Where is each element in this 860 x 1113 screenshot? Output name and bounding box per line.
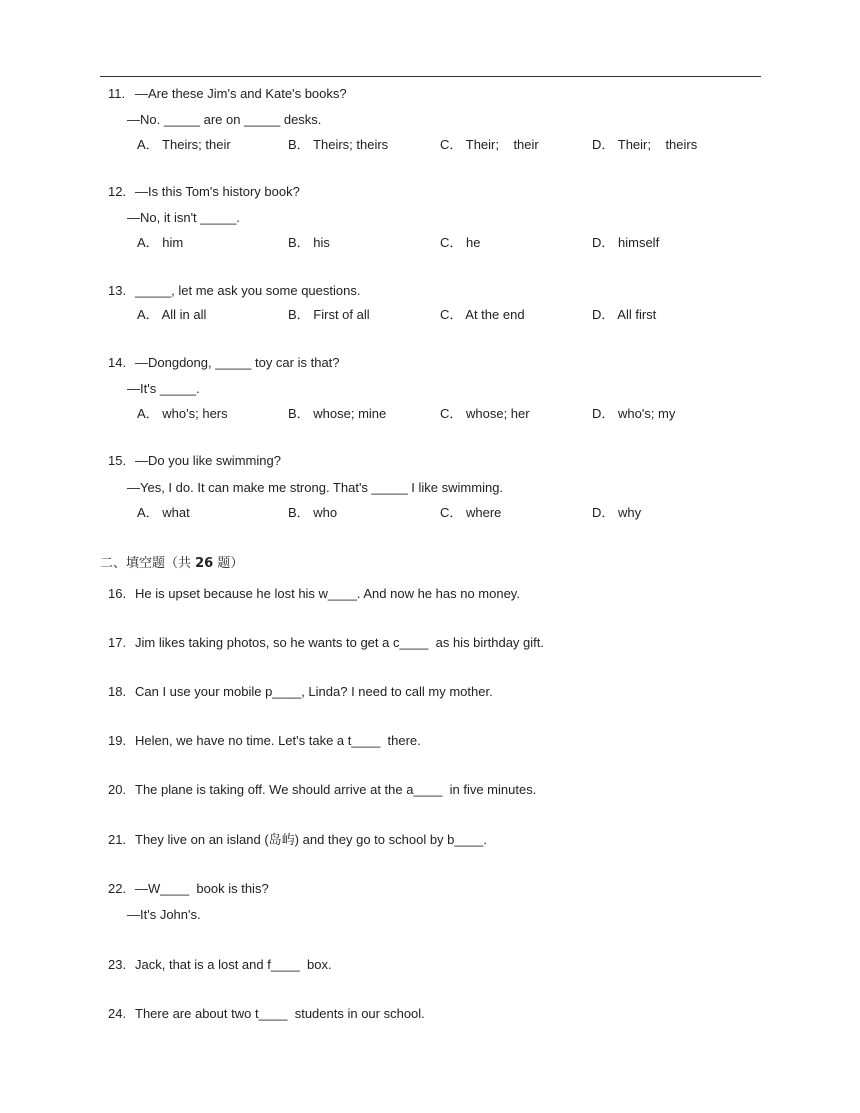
- question-text: —Dongdong, _____ toy car is that?: [135, 355, 340, 370]
- question-number: 18.: [108, 684, 127, 699]
- option-a: A． what: [137, 505, 190, 520]
- question-number: 21.: [108, 832, 127, 847]
- option-b: B． First of all: [288, 307, 370, 322]
- option-c: C． he: [440, 235, 481, 250]
- header-rule: [100, 76, 761, 77]
- question-text: There are about two t____ students in our school.: [135, 1006, 425, 1021]
- section-count: 26: [195, 556, 214, 571]
- question-text: —W____ book is this?: [135, 881, 269, 896]
- question-subline: —Yes, I do. It can make me strong. That's _____ I like swimming.: [127, 480, 504, 495]
- option-d: D． All first: [592, 307, 657, 322]
- question-text: Helen, we have no time. Let's take a t____ there.: [135, 733, 421, 748]
- question-number: 23.: [108, 957, 127, 972]
- question-text: Jim likes taking photos, so he wants to get a c____ as his birthday gift.: [135, 635, 544, 650]
- section-heading: [100, 556, 243, 572]
- question-text: He is upset because he lost his w____. And now he has no money.: [135, 586, 520, 601]
- option-c: C． At the end: [440, 307, 525, 322]
- option-d: D． Their; theirs: [592, 137, 698, 152]
- question-text: They live on an island (岛屿) and they go to school by b____.: [135, 832, 487, 847]
- option-a: A． who's; hers: [137, 406, 228, 421]
- section-prefix: 二、填空题（共: [100, 556, 196, 571]
- option-b: B． whose; mine: [288, 406, 387, 421]
- question-text: —Is this Tom's history book?: [135, 184, 300, 199]
- question-number: 11.: [108, 86, 126, 101]
- option-a: A． Theirs; their: [137, 137, 231, 152]
- option-d: D． why: [592, 505, 642, 520]
- question-text: —Do you like swimming?: [135, 453, 281, 468]
- option-a: A． him: [137, 235, 184, 250]
- question-text: Jack, that is a lost and f____ box.: [135, 957, 332, 972]
- question-number: 13.: [108, 283, 127, 298]
- question-subline: —It's John's.: [127, 907, 201, 922]
- question-number: 24.: [108, 1006, 127, 1021]
- question-text: _____, let me ask you some questions.: [135, 283, 361, 298]
- question-number: 20.: [108, 782, 127, 797]
- option-d: D． himself: [592, 235, 660, 250]
- question-subline: —It's _____.: [127, 381, 200, 396]
- question-number: 12.: [108, 184, 127, 199]
- question-text: Can I use your mobile p____, Linda? I need to call my mother.: [135, 684, 493, 699]
- question-number: 22.: [108, 881, 127, 896]
- option-d: D． who's; my: [592, 406, 676, 421]
- question-number: 14.: [108, 355, 127, 370]
- option-a: A． All in all: [137, 307, 207, 322]
- question-number: 15.: [108, 453, 127, 468]
- section-suffix: 题）: [213, 556, 244, 571]
- option-c: C． where: [440, 505, 502, 520]
- question-text: The plane is taking off. We should arrive at the a____ in five minutes.: [135, 782, 537, 797]
- question-number: 17.: [108, 635, 127, 650]
- question-subline: —No. _____ are on _____ desks.: [127, 112, 322, 127]
- option-b: B． Theirs; theirs: [288, 137, 389, 152]
- question-text: —Are these Jim's and Kate's books?: [135, 86, 347, 101]
- question-number: 16.: [108, 586, 127, 601]
- option-c: C． Their; their: [440, 137, 539, 152]
- question-subline: —No, it isn't _____.: [127, 210, 241, 225]
- option-c: C． whose; her: [440, 406, 530, 421]
- question-number: 19.: [108, 733, 127, 748]
- option-b: B． his: [288, 235, 330, 250]
- option-b: B． who: [288, 505, 338, 520]
